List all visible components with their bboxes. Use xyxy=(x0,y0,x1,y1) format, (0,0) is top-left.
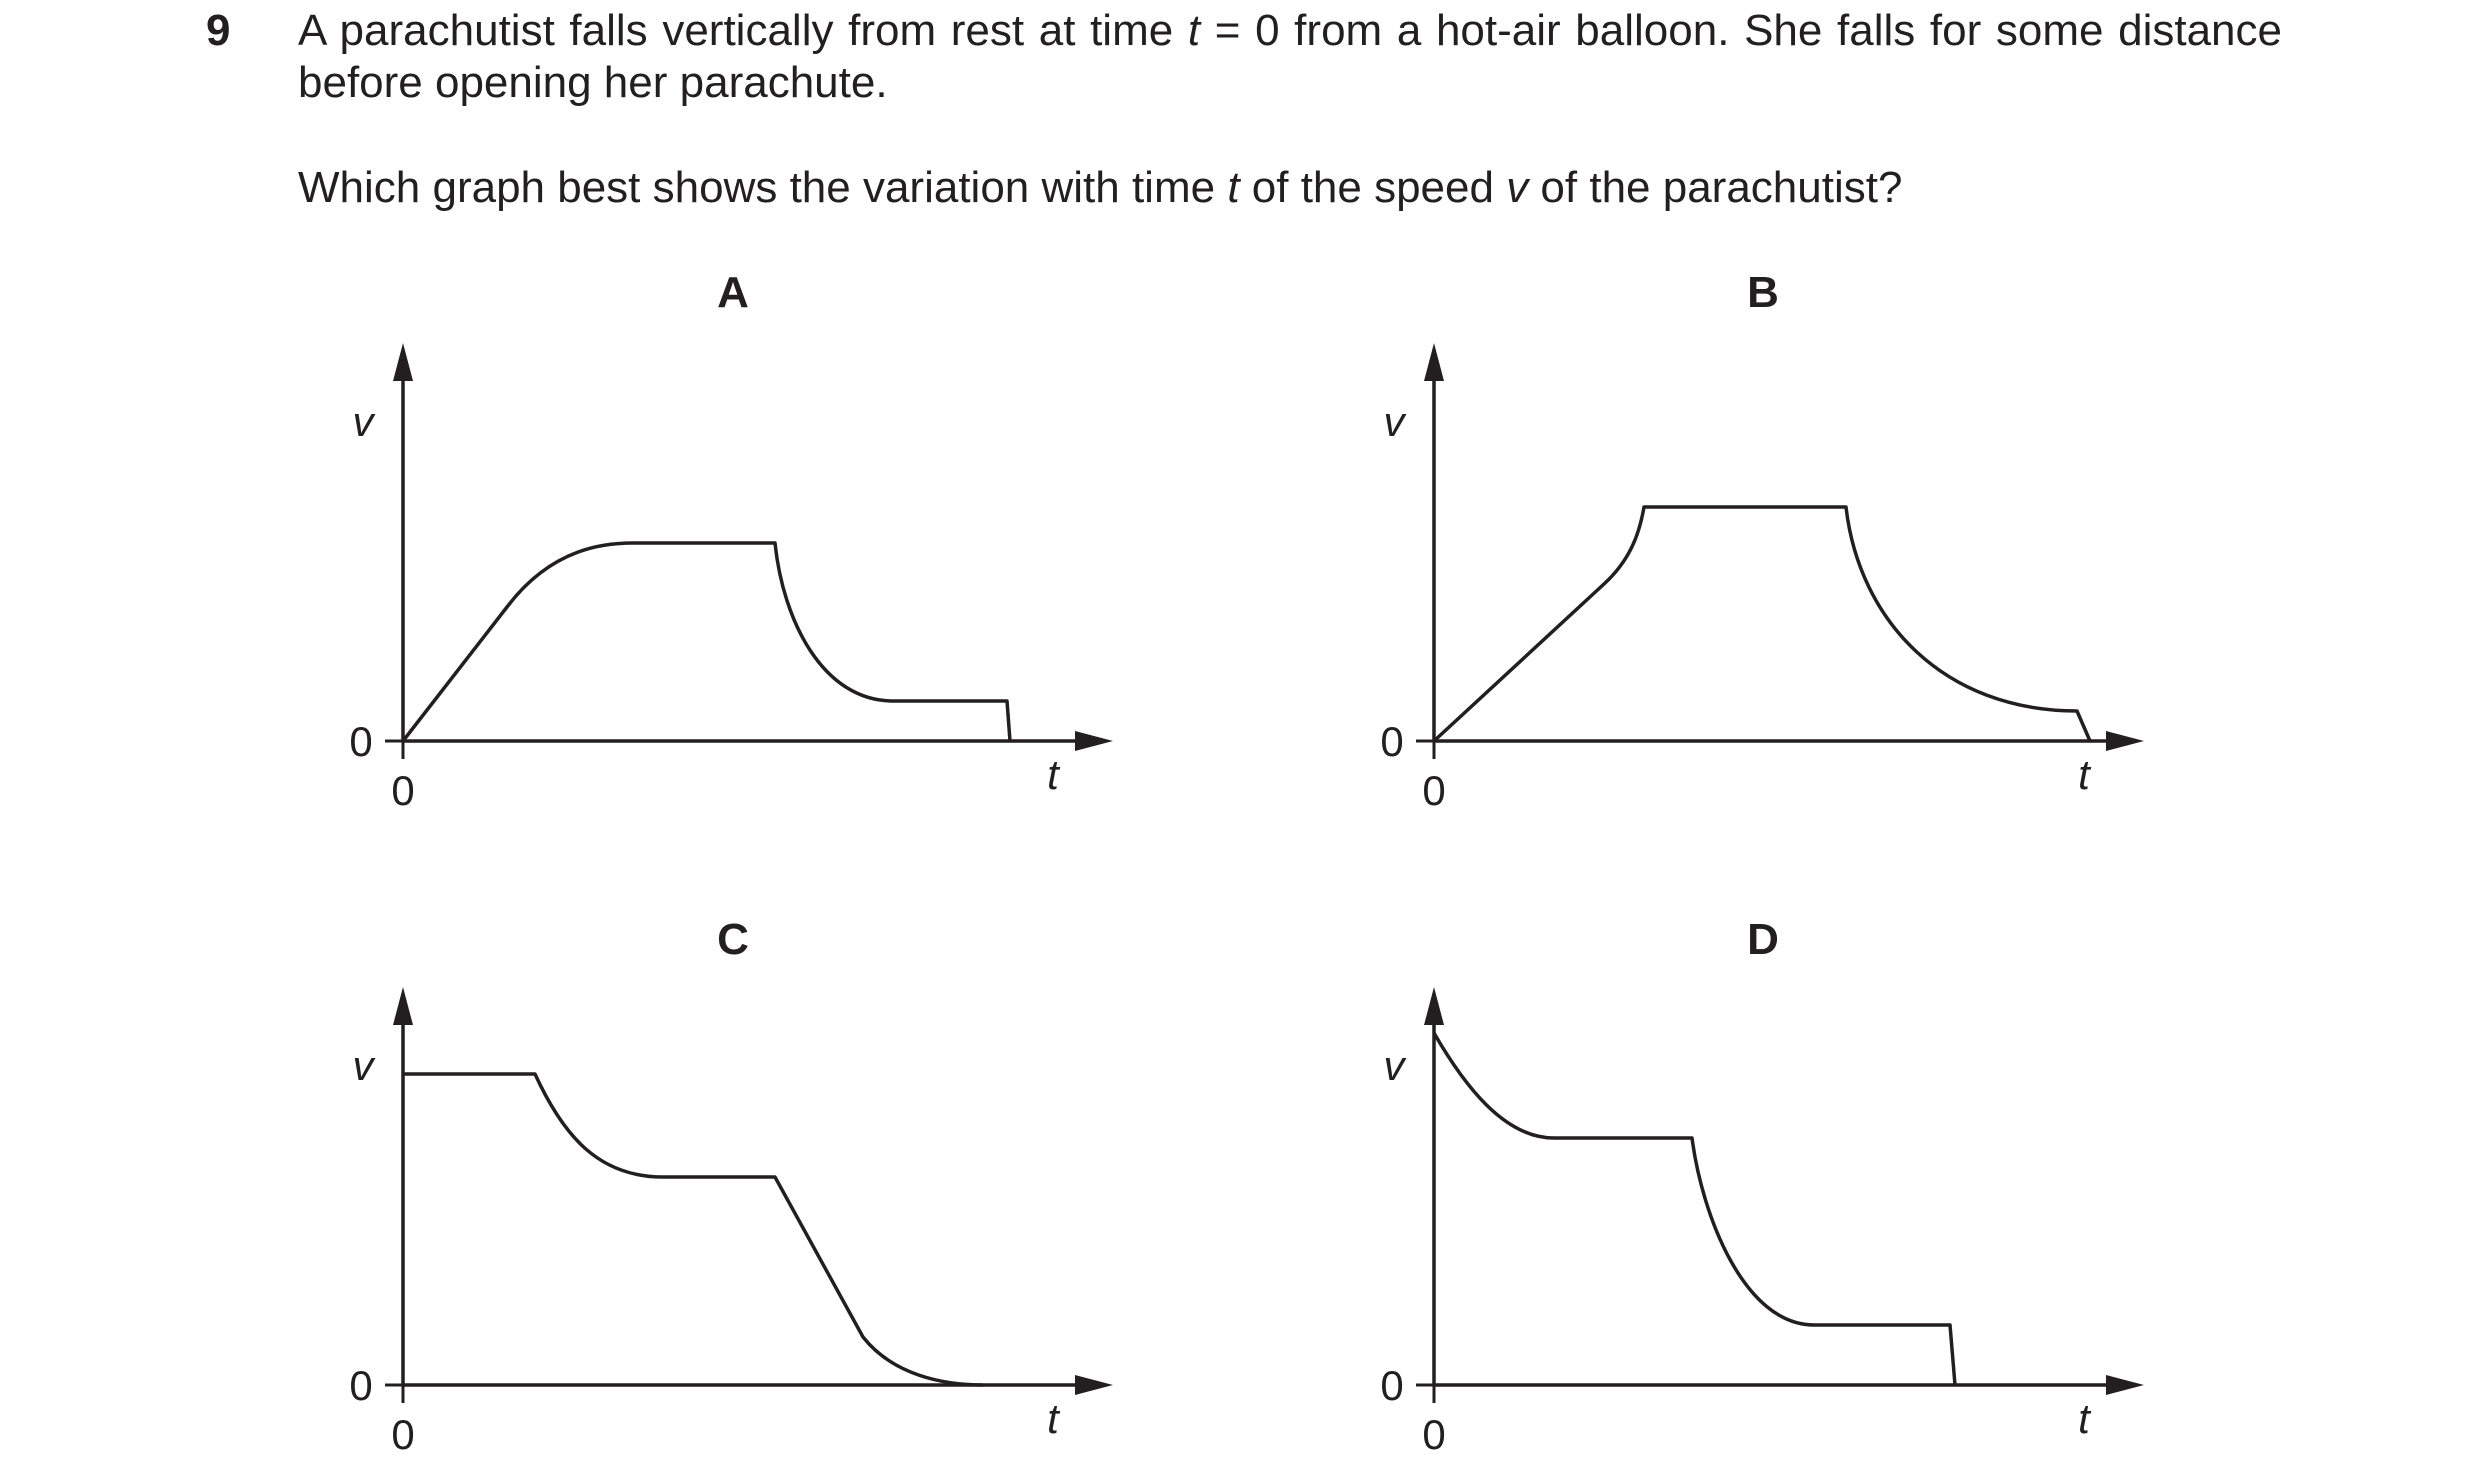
graph-b-curve xyxy=(1434,507,2090,741)
option-label-b: B xyxy=(1747,268,1779,317)
graph-b xyxy=(1380,343,2144,814)
option-label-a: A xyxy=(717,268,749,317)
graph-a-curve xyxy=(403,543,1010,741)
time-variable: t xyxy=(1187,6,1201,55)
graph-b-y-label: v xyxy=(1383,398,1405,445)
question-number: 9 xyxy=(206,6,231,55)
question-text-part-2: = 0 from a hot-air balloon. She falls for some distance before opening her parachute. xyxy=(298,6,2283,107)
graph-b-axes xyxy=(1416,343,2144,759)
graph-d-curve xyxy=(1434,1033,1955,1385)
graph-c-y-label: v xyxy=(352,1042,374,1089)
graph-d-x-label: t xyxy=(2078,1395,2090,1442)
graph-a-x-zero: 0 xyxy=(391,767,415,814)
graph-c-curve xyxy=(403,1074,983,1385)
graph-c-y-zero: 0 xyxy=(349,1362,373,1409)
question-text-part-1: A parachutist falls vertically from rest at time xyxy=(298,6,1188,55)
graph-a-x-label: t xyxy=(1047,751,1059,798)
graph-b-x-zero: 0 xyxy=(1422,767,1446,814)
graph-d-y-zero: 0 xyxy=(1380,1362,1404,1409)
graph-d-x-zero: 0 xyxy=(1422,1411,1446,1458)
graph-c-axes xyxy=(385,987,1113,1403)
graph-c-x-label: t xyxy=(1047,1395,1059,1442)
prompt-part-3: of the parachutist? xyxy=(1528,163,1903,212)
graph-a-axes xyxy=(385,343,1113,759)
graph-a-y-label: v xyxy=(352,398,374,445)
graph-c xyxy=(349,987,1113,1458)
option-label-d: D xyxy=(1747,915,1779,964)
graph-a-y-zero: 0 xyxy=(349,718,373,765)
graph-d-axes xyxy=(1416,987,2144,1403)
graph-d xyxy=(1380,987,2144,1458)
graph-c-x-zero: 0 xyxy=(391,1411,415,1458)
graph-a xyxy=(349,343,1113,814)
prompt-speed-variable: v xyxy=(1506,163,1529,212)
graph-b-y-zero: 0 xyxy=(1380,718,1404,765)
prompt-time-variable: t xyxy=(1227,163,1240,212)
graph-b-x-label: t xyxy=(2078,751,2090,798)
graph-d-y-label: v xyxy=(1383,1042,1405,1089)
prompt-part-1: Which graph best shows the variation with time xyxy=(298,163,1228,212)
prompt-part-2: of the speed xyxy=(1239,163,1507,212)
option-label-c: C xyxy=(717,915,749,964)
